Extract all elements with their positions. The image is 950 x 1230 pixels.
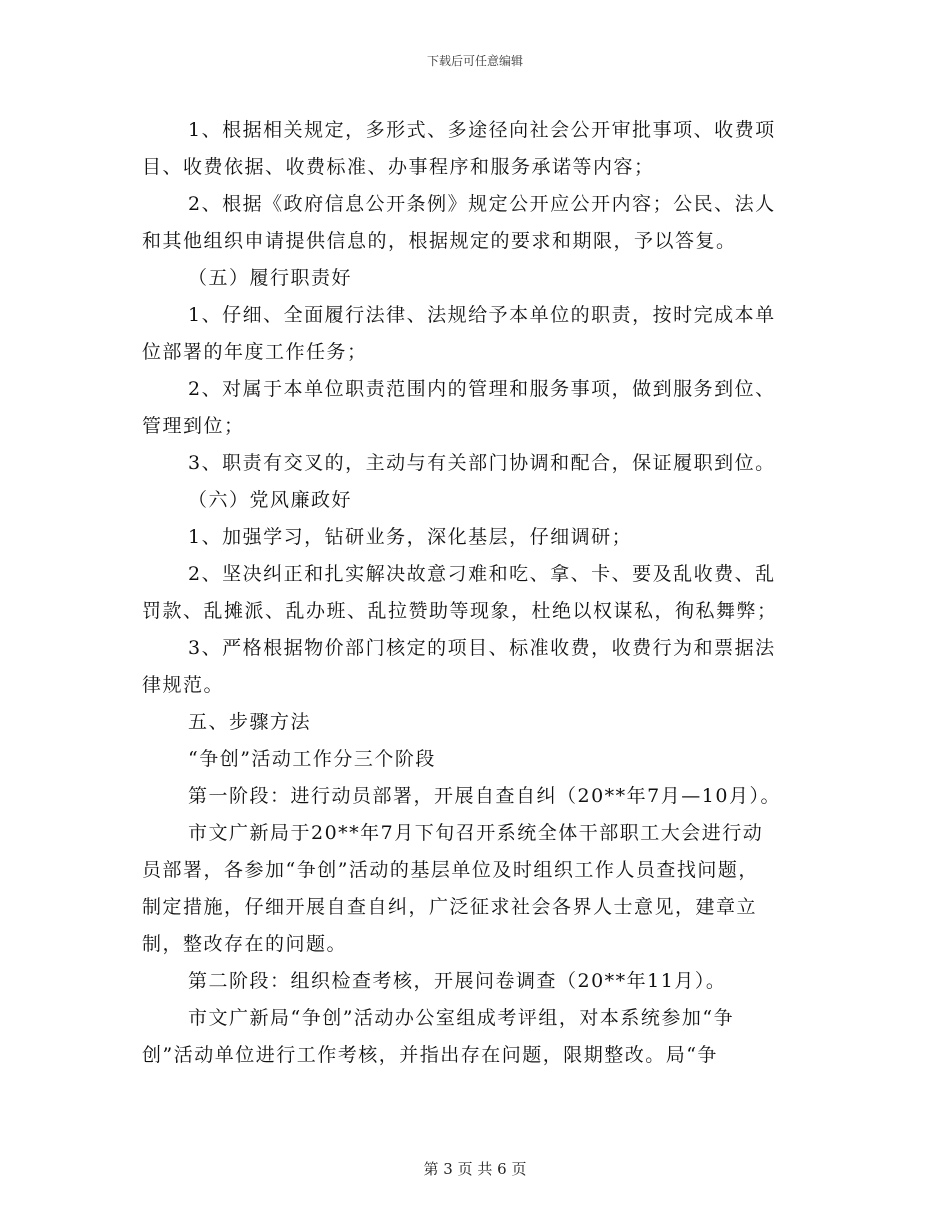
paragraph-line: 创”活动单位进行工作考核，并指出存在问题，限期整改。局“争 <box>142 1044 718 1066</box>
page-footer: 第 3 页 共 6 页 <box>423 1160 527 1178</box>
section-heading: 五、步骤方法 <box>188 711 312 733</box>
paragraph-line: 目、收费依据、收费标准、办事程序和服务承诺等内容； <box>142 156 655 178</box>
document-body <box>142 112 810 1074</box>
paragraph-line: 罚款、乱摊派、乱办班、乱拉赞助等现象，杜绝以权谋私，徇私舞弊； <box>142 600 778 622</box>
paragraph-line: 员部署，各参加“争创”活动的基层单位及时组织工作人员查找问题， <box>142 859 759 881</box>
paragraph-line: 市文广新局于20**年7月下旬召开系统全体干部职工大会进行动 <box>188 822 764 844</box>
paragraph-line: 1、仔细、全面履行法律、法规给予本单位的职责，按时完成本单 <box>188 304 776 326</box>
paragraph-line: 2、坚决纠正和扎实解决故意刁难和吃、拿、卡、要及乱收费、乱 <box>188 563 776 585</box>
paragraph-line: 和其他组织申请提供信息的，根据规定的要求和期限，予以答复。 <box>142 230 737 252</box>
paragraph-line: 管理到位； <box>142 415 245 437</box>
section-heading: （五）履行职责好 <box>188 267 353 289</box>
paragraph-line: 1、根据相关规定，多形式、多途径向社会公开审批事项、收费项 <box>188 119 776 141</box>
section-heading: （六）党风廉政好 <box>188 489 353 511</box>
paragraph-line: 1、加强学习，钻研业务，深化基层，仔细调研； <box>188 526 633 548</box>
paragraph-line: 制定措施，仔细开展自查自纠，广泛征求社会各界人士意见，建章立 <box>142 896 758 918</box>
paragraph-line: 市文广新局“争创”活动办公室组成考评组，对本系统参加“争 <box>188 1007 735 1029</box>
paragraph-line: 第一阶段：进行动员部署，开展自查自纠（20**年7月—10月）。 <box>188 785 781 807</box>
paragraph-line: 制，整改存在的问题。 <box>142 933 348 955</box>
paragraph-line: 3、职责有交叉的，主动与有关部门协调和配合，保证履职到位。 <box>188 452 776 474</box>
paragraph-line: 3、严格根据物价部门核定的项目、标准收费，收费行为和票据法 <box>188 637 776 659</box>
paragraph-line: 位部署的年度工作任务； <box>142 341 368 363</box>
paragraph-line: 第二阶段：组织检查考核，开展问卷调查（20**年11月）。 <box>188 970 727 992</box>
paragraph-line: 律规范。 <box>142 674 225 696</box>
page-header: 下载后可任意编辑 <box>426 54 523 68</box>
paragraph-line: 2、对属于本单位职责范围内的管理和服务事项，做到服务到位、 <box>188 378 776 400</box>
paragraph-line: “争创”活动工作分三个阶段 <box>188 748 436 770</box>
paragraph-line: 2、根据《政府信息公开条例》规定公开应公开内容；公民、法人 <box>188 193 776 215</box>
